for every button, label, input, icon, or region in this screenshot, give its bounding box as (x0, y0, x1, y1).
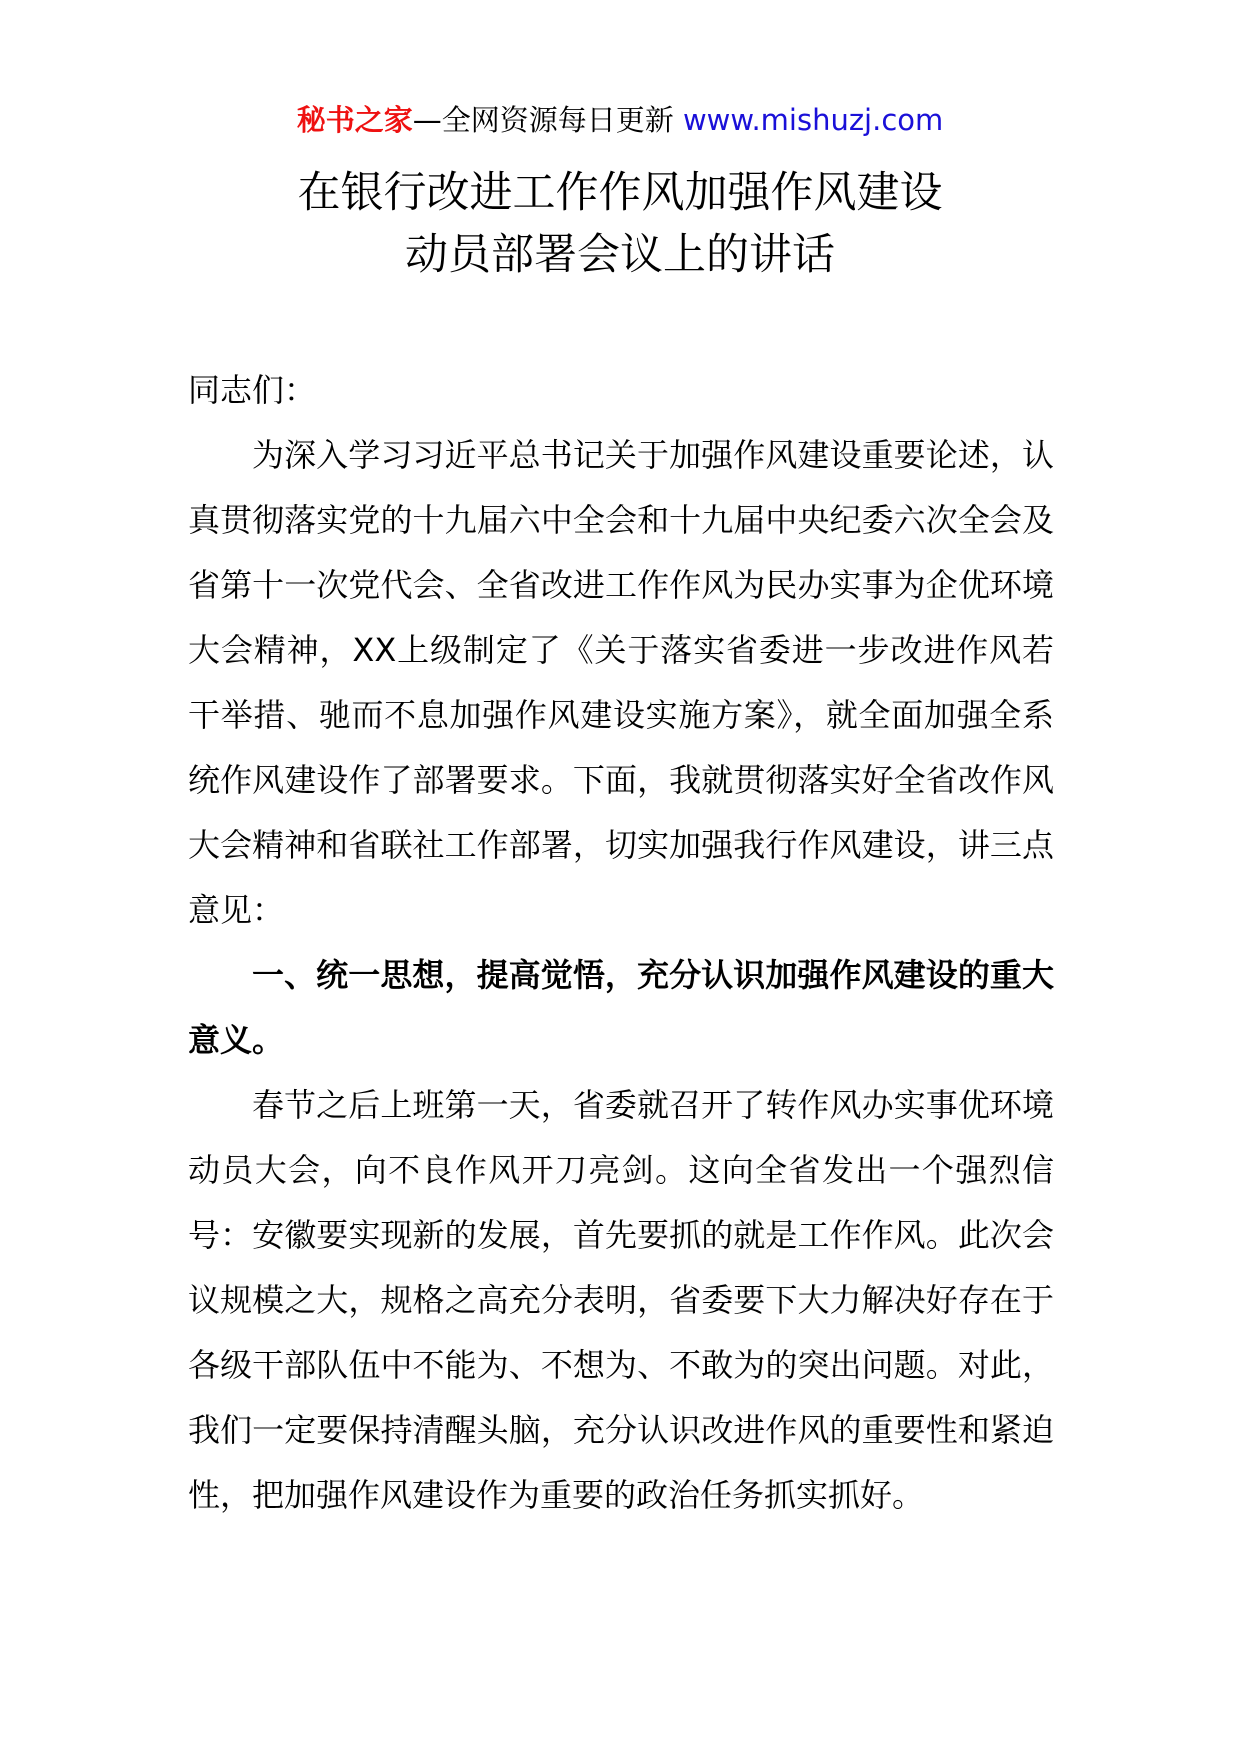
section-heading-1: 一、统一思想，提高觉悟，充分认识加强作风建设的重大意义。 (188, 956, 1054, 1059)
body-paragraph-intro: 为深入学习习近平总书记关于加强作风建设重要论述，认真贯彻落实党的十九届六中全会和十九届中央纪委六次全会及省第十一次党代会、全省改进工作作风为民办实事为企优环境大会精神，XX上级制定了《关于落实省委进一步改进作风若干举措、驰而不息加强作风建设实施方案》，就全面加强全系统作风建设作了部署要求。下面，我就贯彻落实好全省改作风大会精神和省联社工作部署，切实加强我行作风建设，讲三点意见： (188, 436, 1054, 929)
document-title (0, 162, 1240, 286)
header-slogan: —全网资源每日更新 (412, 103, 674, 137)
header-url-link[interactable]: www.mishuzj.com (682, 103, 944, 137)
title-line-1: 在银行改进工作作风加强作风建设 (297, 168, 943, 218)
salutation: 同志们： (188, 371, 317, 409)
title-line-2: 动员部署会议上的讲话 (405, 230, 835, 280)
body-paragraph-section-1: 春节之后上班第一天，省委就召开了转作风办实事优环境动员大会，向不良作风开刀亮剑。这向全省发出一个强烈信号：安徽要实现新的发展，首先要抓的就是工作作风。此次会议规模之大，规格之高充分表明，省委要下大力解决好存在于各级干部队伍中不能为、不想为、不敢为的突出问题。对此，我们一定要保持清醒头脑，充分认识改进作风的重要性和紧迫性，把加强作风建设作为重要的政治任务抓实抓好。 (188, 1086, 1054, 1514)
document-body (188, 358, 1054, 1528)
page-header (0, 100, 1240, 140)
header-brand: 秘书之家 (296, 103, 413, 137)
